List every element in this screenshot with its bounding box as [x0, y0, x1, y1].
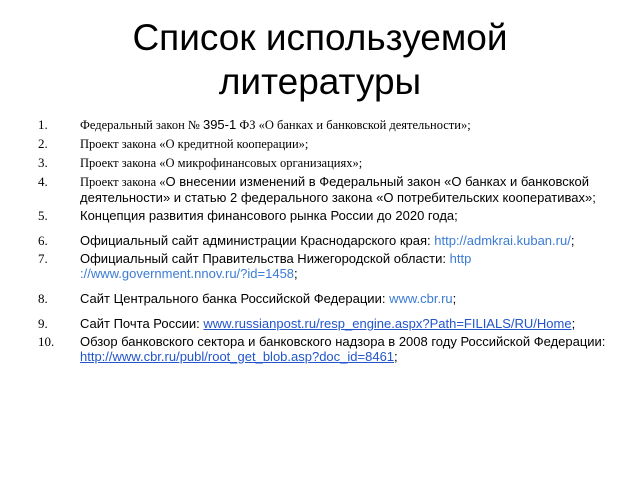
reference-text: Сайт Почта России:	[80, 316, 204, 331]
reference-text: Федеральный закон №	[80, 118, 203, 132]
reference-item-10	[38, 334, 618, 364]
reference-number: 5.	[38, 208, 48, 223]
reference-link[interactable]: http://admkrai.kuban.ru/	[434, 233, 571, 248]
reference-number: 6.	[38, 233, 48, 248]
reference-text-tail: ФЗ «О банках и банковской деятельности»;	[236, 118, 471, 132]
slide-title	[0, 16, 640, 104]
reference-number: 1.	[38, 117, 48, 132]
reference-text: Проект закона «	[80, 175, 166, 189]
reference-tail: ;	[294, 266, 298, 281]
reference-item-6	[38, 233, 618, 248]
reference-item-5	[38, 208, 618, 223]
reference-text: Концепция развития финансового рынка России до 2020 года;	[80, 208, 458, 223]
reference-item-7	[38, 251, 618, 281]
reference-number: 7.	[38, 251, 48, 266]
reference-number: 10.	[38, 334, 55, 349]
reference-item-8	[38, 291, 618, 306]
reference-item-3	[38, 155, 618, 171]
reference-item-2	[38, 136, 618, 152]
reference-text-cont: О внесении изменений в Федеральный закон «О банках и банковской деятельности» и статью 2 федерального закона «О потребительских кооперативах»;	[80, 174, 596, 205]
reference-tail: ;	[570, 233, 575, 248]
reference-text: Обзор банковского сектора и банковского надзора в 2008 году Российской Федерации:	[80, 334, 606, 349]
reference-item-4	[38, 174, 618, 205]
reference-number: 3.	[38, 155, 48, 170]
slide-title-line-2: литературы	[218, 61, 422, 102]
reference-list	[38, 117, 618, 364]
reference-number: 8.	[38, 291, 48, 306]
reference-link[interactable]: www.cbr.ru	[389, 291, 453, 306]
reference-tail: ;	[394, 349, 398, 364]
reference-tail: ;	[452, 291, 457, 306]
reference-text: Сайт Центрального банка Российской Федерации:	[80, 291, 390, 306]
reference-number: 2.	[38, 136, 48, 151]
reference-text: Официальный сайт Правительства Нижегородской области:	[80, 251, 450, 266]
reference-link[interactable]: http ://www.government.nnov.ru/?id=1458	[80, 251, 472, 281]
reference-tail: ;	[571, 316, 576, 331]
reference-link[interactable]: http://www.cbr.ru/publ/root_get_blob.asp?doc_id=8461	[80, 349, 395, 364]
slide-title-line-1: Список используемой	[132, 17, 508, 58]
reference-text: Проект закона «О микрофинансовых организациях»;	[80, 156, 363, 170]
reference-item-1	[38, 117, 618, 133]
reference-law-number: 395-1	[202, 117, 237, 132]
reference-text: Официальный сайт администрации Краснодарского края:	[80, 233, 435, 248]
reference-number: 4.	[38, 174, 48, 189]
reference-item-9	[38, 316, 618, 331]
reference-text: Проект закона «О кредитной кооперации»;	[80, 137, 309, 151]
reference-link[interactable]: www.russianpost.ru/resp_engine.aspx?Path=FILIALS/RU/Home	[203, 316, 572, 331]
reference-number: 9.	[38, 316, 48, 331]
